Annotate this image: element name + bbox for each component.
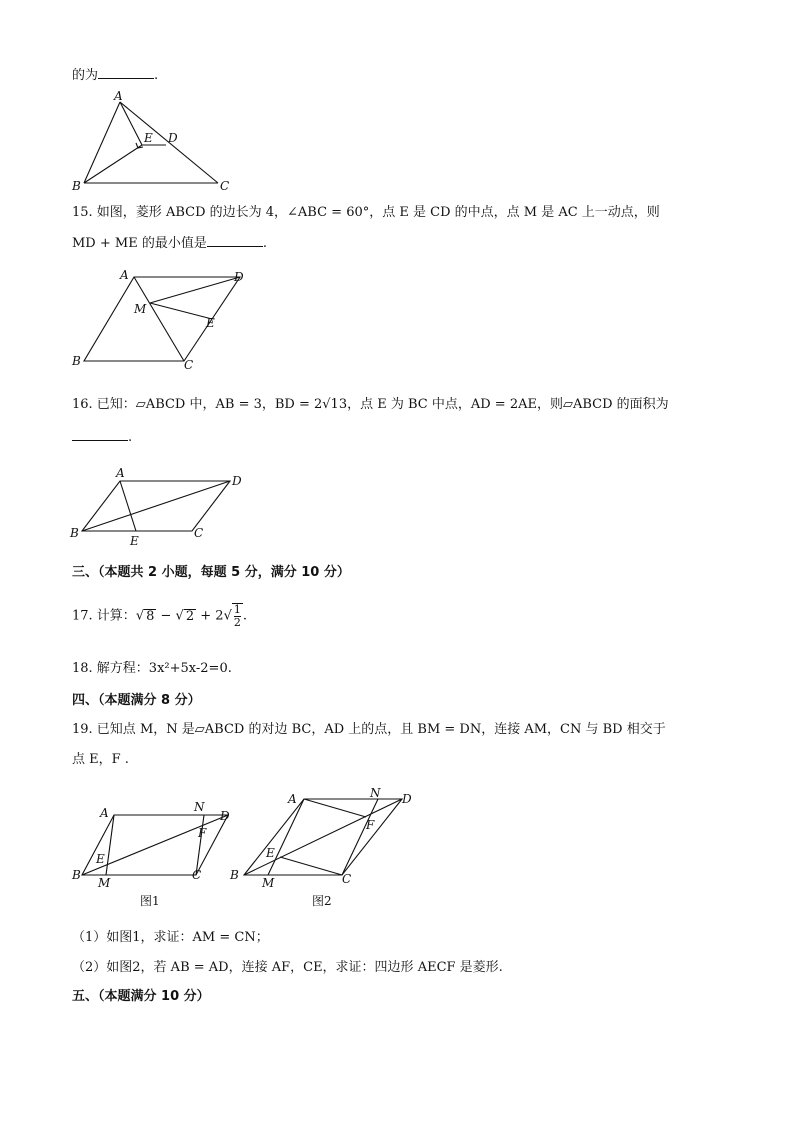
q15-label-d: D [234, 270, 244, 284]
q16-figure [70, 465, 260, 550]
section-3-title: 三、（本题共 2 小题，每题 5 分，满分 10 分） [72, 565, 350, 580]
fig2-label-e: E [266, 846, 275, 860]
q19-line2: 点 E，F . [72, 752, 129, 767]
q16-line1: 16. 已知：▱ABCD 中，AB = 3，BD = 2√13，点 E 为 BC 中点，AD = 2AE，则▱ABCD 的面积为 [72, 397, 669, 412]
q16-label-b: B [70, 526, 79, 540]
q14-answer-blank[interactable] [98, 66, 154, 79]
q14-end: . [154, 68, 159, 83]
section-4-title: 四、（本题满分 8 分） [72, 693, 201, 708]
fig2-label-m: M [262, 876, 275, 890]
q15-end: . [262, 236, 267, 251]
fig1-label-d: D [220, 809, 230, 823]
q19-figure-2 [230, 787, 430, 917]
fig2-label-d: D [402, 792, 412, 806]
q14-label-d: D [168, 131, 178, 145]
q15-label-b: B [72, 354, 81, 368]
q14-label-a: A [114, 89, 123, 103]
q15-figure [70, 265, 260, 375]
q17-radicand-1: 8 [146, 608, 155, 624]
q17-prefix: 17. 计算： [72, 608, 136, 624]
q16-answer-blank[interactable] [72, 428, 128, 441]
q17-line: 17. 计算：√ 8 − √ 2 + 2√ $\frac{1}{2}$ . [72, 603, 248, 629]
q15-label-a: A [120, 268, 129, 282]
fig1-label-a: A [100, 806, 109, 820]
q17-radicand-2: 2 [185, 608, 195, 624]
q14-label-c: C [220, 179, 230, 193]
q16-label-e: E [130, 534, 139, 548]
fig1-label-c: C [192, 868, 202, 882]
q17-numerator: 1 [233, 603, 241, 616]
q16-line2 [72, 428, 132, 447]
q16-end: . [128, 430, 133, 445]
q16-label-a: A [116, 466, 125, 480]
q17-fraction [232, 603, 243, 629]
fig2-label-b: B [230, 868, 239, 882]
fig1-label-f: F [198, 826, 207, 840]
q19-line1: 19. 已知点 M，N 是▱ABCD 的对边 BC，AD 上的点，且 BM = DN，连接 AM，CN 与 BD 相交于 [72, 722, 666, 737]
q14-label-b: B [72, 179, 81, 193]
q19-part-1: （1）如图1，求证：AM = CN； [72, 930, 269, 945]
q16-label-d: D [232, 474, 242, 488]
q15-line2 [72, 234, 267, 253]
fig2-label-a: A [288, 792, 297, 806]
q14-figure [70, 90, 240, 195]
section-5-title: 五、（本题满分 10 分） [72, 989, 210, 1004]
fig1-label-e: E [96, 852, 105, 866]
q18-line: 18. 解方程：3x²+5x-2=0. [72, 661, 232, 676]
fig1-caption: 图1 [140, 894, 160, 908]
fig2-caption: 图2 [312, 894, 332, 908]
fig1-label-b: B [72, 868, 81, 882]
q19-part-2: （2）如图2，若 AB = AD，连接 AF，CE，求证：四边形 AECF 是菱形. [72, 960, 503, 975]
q15-line1: 15. 如图，菱形 ABCD 的边长为 4，∠ABC = 60°，点 E 是 CD 的中点，点 M 是 AC 上一动点，则 [72, 205, 660, 220]
fig2-label-f: F [366, 818, 375, 832]
q14-tail-line [72, 66, 158, 85]
q15-label-c: C [184, 358, 194, 372]
q17-denominator: 2 [233, 616, 241, 629]
q15-label-m: M [134, 302, 147, 316]
q17-end: . [242, 608, 248, 624]
q15-label-e: E [206, 316, 215, 330]
q14-label-e: E [144, 131, 153, 145]
fig2-label-c: C [342, 872, 352, 886]
q16-label-c: C [194, 526, 204, 540]
fig1-label-m: M [98, 876, 111, 890]
q17-coef: 2 [215, 608, 224, 624]
q14-tail-text: 的为 [72, 68, 99, 83]
q15-answer-blank[interactable] [207, 234, 263, 247]
q19-figure-1 [70, 795, 245, 915]
fig2-label-n: N [370, 786, 381, 800]
q15-line2-text: MD + ME 的最小值是 [72, 236, 207, 251]
fig1-label-n: N [194, 800, 205, 814]
